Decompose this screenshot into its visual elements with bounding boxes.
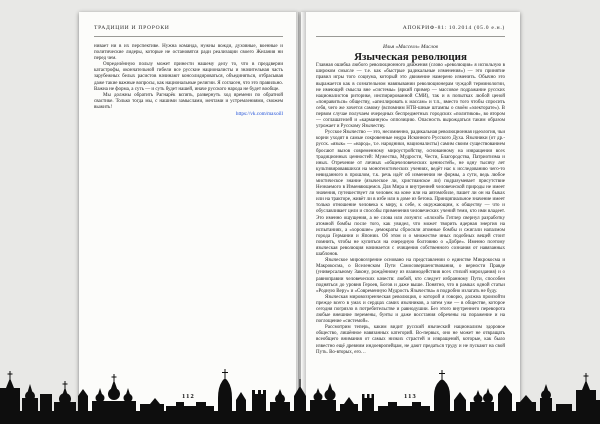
header-rule — [94, 36, 283, 37]
running-head-right: АПОКРИФ-81: 10.2014 (05.0 е.н.) — [402, 25, 505, 31]
header-rule — [316, 36, 505, 37]
article-title: Языческая революция — [354, 50, 467, 63]
paragraph: Мы должны обратить Рагнарёк вспять, развернуть ход времени по обратной свастике. Только тогда мы, с нашими замыслами, мечтами и устремлениями, сможем выжить! — [94, 92, 283, 110]
left-text-column — [94, 44, 283, 117]
paragraph: Языческое мировоззрение основано на представлении о единстве Микрокосма и Макрокосма, о Вселенском Пути Самосовершенствования, о верности Правде (универсальному Закону, рождённому из взаимодействия всех стихий мироздания) и о равноправии человеческих качеств: любой, кто следует избранному Пути, способен подняться до уровня Героев, Богов и даже выше. Понятно, что в рамках одной статьи «Родную Веру» и «Современную Мудрость Язычества» я подробно излагать не буду. — [316, 258, 505, 294]
paragraph: Рассмотрим теперь, каким видит русский языческий национализм здоровое общество, лишённое навязанных категорий. Во-первых, оно не может не отвращать всеобщего внимания от самых низких страстей и извращений, которые, как было известно ещё древним индоевропейцам, не дают предаться труду и не пускают на свой Путь. Во-вторых, его… — [316, 325, 505, 355]
right-text-column — [316, 44, 505, 356]
article-author: Илья «Масселл» Маслов — [382, 44, 439, 50]
paragraph: Русское Язычество — это, несомненно, радикальная революционная идеология, чьи корни уходят в самые сокровенные недра Исконного Русского Духа. Язычники (от др.-русск. «язык» — «народ», т.е. народники, националисты) самим своим существованием бросают вызов современному мироустройству, основанному на извращении всех традиционных ценностей: Мужества, Мудрости, Чести, Благородства, Патриотизма и иных. Отречение от личных «общечеловеческих ценностей», не одну тысячу лет культивировавшихся на монотеистических учениях, ведёт нас к исследованию чего-то невиданного в прошлом, т.к. речь идёт об изменении не формы, а сути, ведь любое мистическое знание (языческое ли, христианское ли) подразумевает присутствие Незнаемого в Изменяющемся. Для Мира и внутренней человеческой природы не имеет значения, путешествует ли человек на коне или на автомобиле, пашет ли он на быках или на тракторе, живёт ли в избе или в доме из бетона. Принципиальное значение имеет только отношение человека к миру, к себе, к окружающим, к обществу — что и обуславливает цели и способы применения человеческих учений теми, кто ими владеет. Это именно ощущения, а не слова или лозунги: «плохой» Гитлер свернул разработку атомной бомбы после того, как увидел, что может творить ядерная энергия на испытаниях, а «хорошие» демократы сбросили атомные бомбы и сжигали напалмом города Германии и Японии. Об этом и о множестве иных подобных вещей стоит помнить, чтобы не купиться на очередную болтовню о «Добре». Именно поэтому языческая революция начинается с очищения собственного сознания от навязанных шаблонов. — [316, 130, 505, 258]
page-number: 113 — [404, 393, 417, 400]
left-page — [79, 12, 298, 424]
paragraph: Главная ошибка любого революционного движения (слово «революция» я использую в широком смысле — т.е. как «быстрые радикальные изменения») — это принятие правил игры того социума, который это движение намерено изменить. Обычно это выражается как в сознательном навязывании революционерам чуждой терминологии, не имеющей смысла вне «системы» (яркий пример — массовое подражание русских националистов риторике, инспирированной СМИ), так и в попытках любой ценой «понравиться» обществу, «апеллировать к массам» и т.п., вместо того чтобы спросить себя, чего же хочется самому (вспомним НТВ-шные штампы о своём «электорате»). В первом случае получаем очередных беспредметных городских «политиков», во втором — соглашателей и «карманную» оппозицию. Опасность вырождаться таким образом угрожает и Русскому Язычеству. — [316, 63, 505, 130]
running-head-left: ТРАДИЦИИ И ПРОРОКИ — [94, 25, 170, 31]
vk-link[interactable]: https://vk.com/maxoill — [235, 111, 283, 118]
right-page — [301, 12, 520, 424]
paragraph: Языческая мировоззренческая революция, о которой я говорю, должна произойти прежде всего в умах и сердцах самих язычников, а затем уже — в обществе, которое сегодня погрязло в потребительстве и равнодушии. Без этого внутреннего переворота любые внешние перемены, бунты и даже восстания обречены на поражение и на поглощение «системой». — [316, 294, 505, 325]
paragraph: нивает ни в их перспективе. Нужна команда, нужны вожди, духовные, военные и политические лидеры, которые не остановятся ради реализации своего Желания ни перед чем. — [94, 44, 283, 62]
page-number: 112 — [182, 393, 195, 400]
link-line — [94, 111, 283, 117]
paragraph: Определённую пользу может принести нашему делу то, что в преддверии катастрофы, окончательной гибели все русские националисты и значительная часть зарубежных белых расистов начинают консолидироваться, объединяться, отбрасывая даже такие важные вопросы, как национальные религии. Я согласен, что это правильно. Важна не форма, а суть — и суть будет нашей, иначе русского народа не будет вообще. — [94, 62, 283, 92]
